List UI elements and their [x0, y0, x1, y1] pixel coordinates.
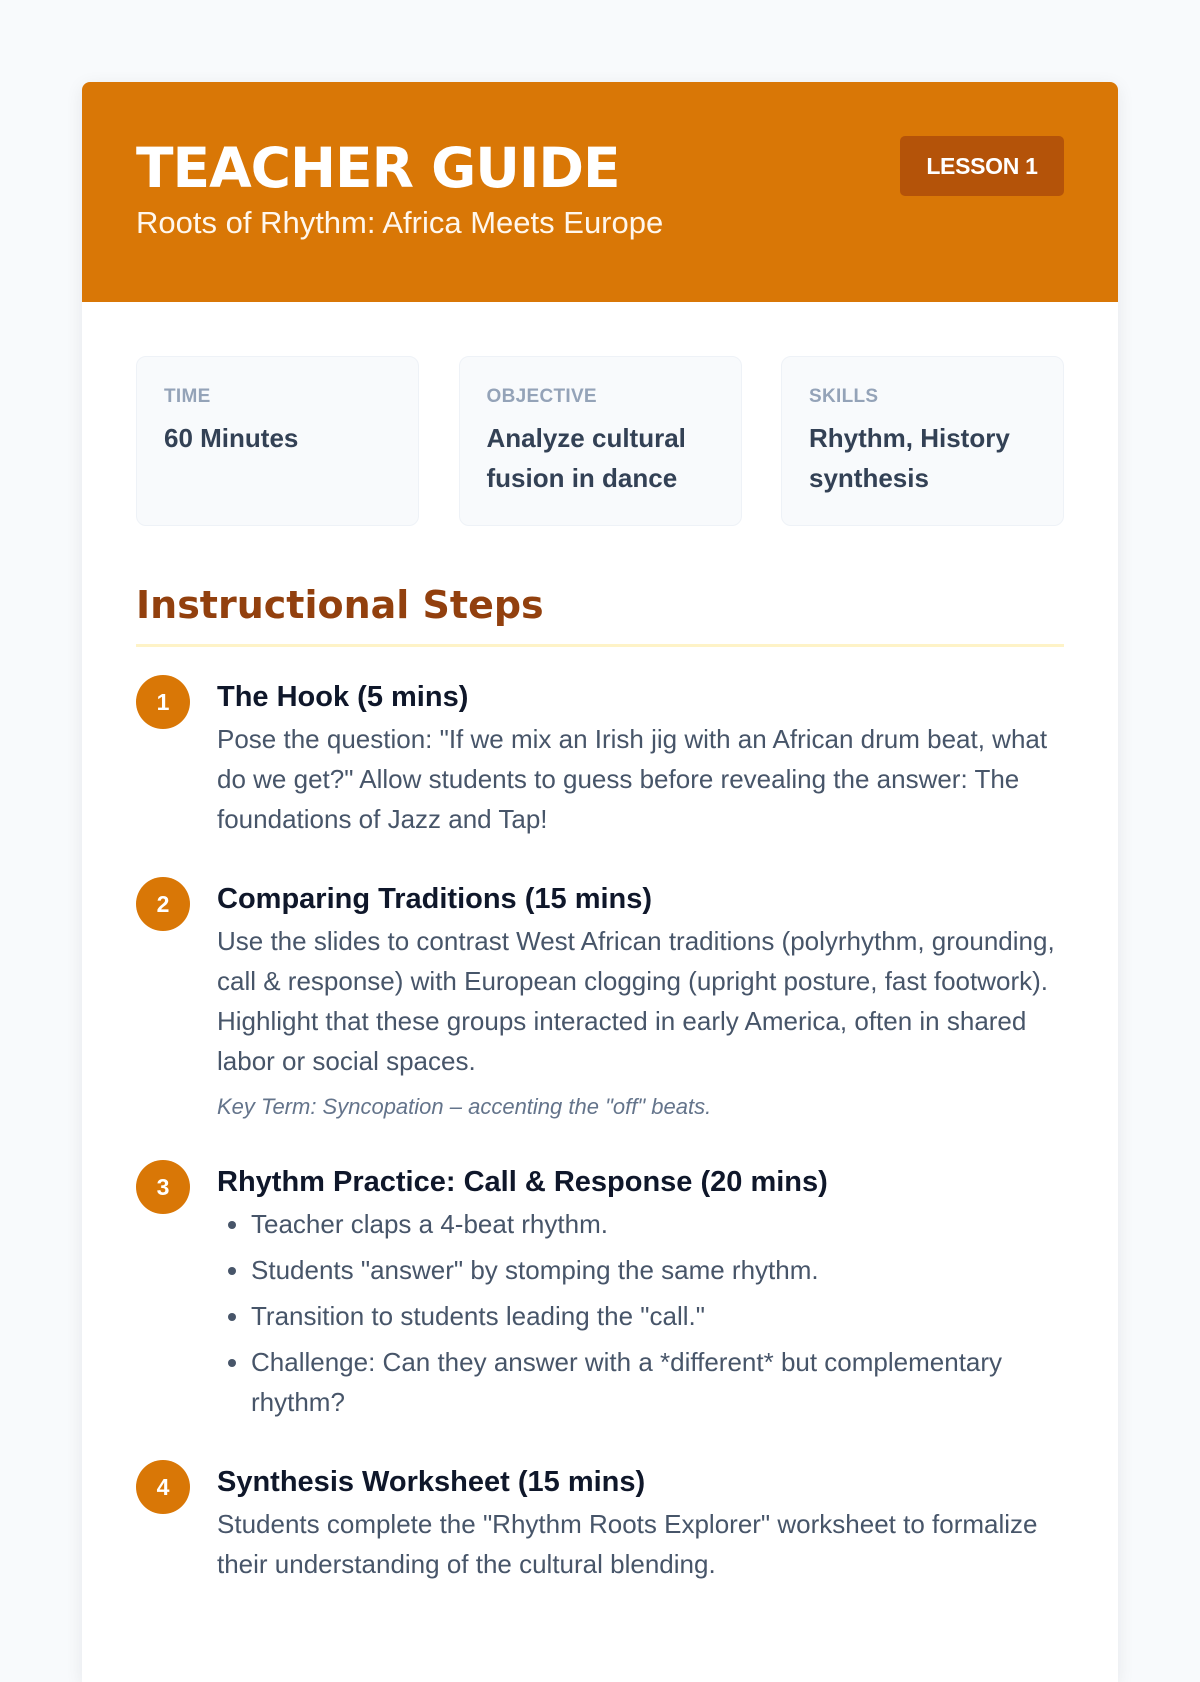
step-2	[136, 877, 1064, 1122]
step-number-badge: 4	[136, 1460, 190, 1514]
guide-header	[82, 82, 1118, 302]
step-description: Pose the question: "If we mix an Irish jig with an African drum beat, what do we get?" Allow students to guess before revealing the answer: The foundations of Jazz and Tap!	[217, 724, 1048, 834]
instructional-steps	[136, 675, 1064, 1584]
step-bullet-list	[217, 1204, 1064, 1422]
step-4	[136, 1460, 1064, 1584]
list-item: • Challenge: Can they answer with a *different* but complementary rhythm?	[251, 1342, 1064, 1422]
step-title: Rhythm Practice: Call & Response (20 mins)	[217, 1166, 828, 1198]
meta-objective-box	[459, 356, 742, 526]
teacher-guide-card	[82, 82, 1118, 1682]
step-description: Use the slides to contrast West African traditions (polyrhythm, grounding, call & response) with European clogging (upright posture, fast footwork). Highlight that these groups interacted in early America, often in shared labor or social spaces.	[217, 926, 1055, 1076]
meta-skills-value: Rhythm, History synthesis	[809, 423, 1010, 493]
list-item: • Teacher claps a 4-beat rhythm.	[251, 1204, 1064, 1244]
meta-objective-value: Analyze cultural fusion in dance	[486, 423, 686, 493]
section-divider	[136, 644, 1064, 647]
guide-title: TEACHER GUIDE	[136, 136, 620, 200]
step-title: Synthesis Worksheet (15 mins)	[217, 1466, 646, 1498]
step-number-badge: 1	[136, 675, 190, 729]
meta-objective-label: OBJECTIVE	[486, 386, 597, 407]
meta-skills-box	[781, 356, 1064, 526]
guide-content	[82, 302, 1118, 1584]
meta-time-label: TIME	[164, 386, 211, 407]
list-item: • Transition to students leading the "call."	[251, 1296, 1064, 1336]
step-title: The Hook (5 mins)	[217, 681, 469, 713]
meta-time-box	[136, 356, 419, 526]
step-title: Comparing Traditions (15 mins)	[217, 883, 653, 915]
step-number-badge: 3	[136, 1160, 190, 1214]
guide-subtitle: Roots of Rhythm: Africa Meets Europe	[136, 205, 664, 240]
step-1	[136, 675, 1064, 839]
list-item: • Students "answer" by stomping the same rhythm.	[251, 1250, 1064, 1290]
lesson-meta-row	[136, 356, 1064, 526]
key-term-note: Key Term: Syncopation – accenting the "off" beats.	[217, 1094, 712, 1119]
lesson-badge: LESSON 1	[900, 136, 1064, 196]
meta-time-value: 60 Minutes	[164, 423, 299, 453]
section-title: Instructional Steps	[136, 583, 544, 627]
step-3	[136, 1160, 1064, 1422]
meta-skills-label: SKILLS	[809, 386, 879, 407]
step-number-badge: 2	[136, 877, 190, 931]
step-description: Students complete the "Rhythm Roots Explorer" worksheet to formalize their understanding of the cultural blending.	[217, 1509, 1038, 1579]
